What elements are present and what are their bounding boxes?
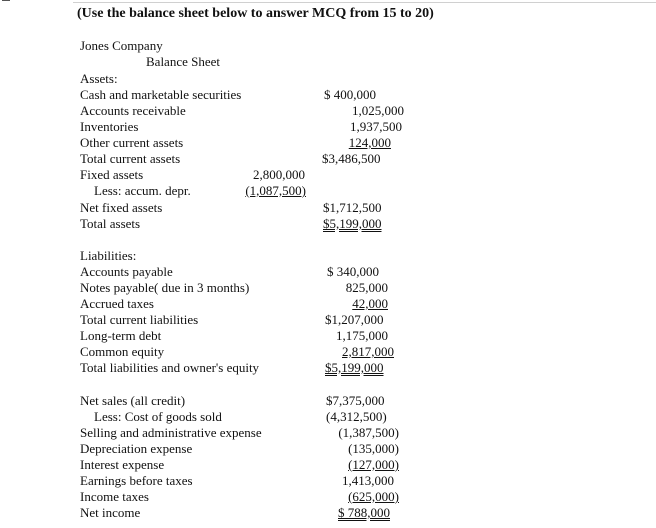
accrued-taxes-value: 42,000 — [352, 296, 388, 311]
total-current-liabilities-label: Total current liabilities — [80, 312, 199, 327]
notes-payable-label: Notes payable( due in 3 months) — [80, 280, 250, 295]
top-rule — [73, 2, 656, 3]
accounts-payable-value: $ 340,000 — [327, 264, 379, 279]
cogs-label: Less: Cost of goods sold — [94, 409, 222, 424]
inventories-label: Inventories — [80, 119, 139, 134]
ar-label: Accounts receivable — [80, 103, 186, 118]
net-sales-label: Net sales (all credit) — [80, 393, 186, 408]
liabilities-heading: Liabilities: — [80, 248, 137, 263]
sga-label: Selling and administrative expense — [80, 425, 262, 440]
net-fixed-assets-label: Net fixed assets — [80, 200, 163, 215]
interest-expense-value: (127,000) — [348, 457, 399, 472]
notes-payable-value: 825,000 — [345, 280, 388, 295]
instruction-heading: (Use the balance sheet below to answer MCQ from 15 to 20) — [77, 6, 434, 21]
net-income-label: Net income — [80, 505, 141, 520]
cogs-value: (4,312,500) — [326, 409, 387, 424]
sga-value: (1,387,500) — [338, 425, 399, 440]
total-current-assets-label: Total current assets — [80, 151, 181, 166]
fixed-assets-value: 2,800,000 — [253, 167, 305, 182]
accounts-payable-label: Accounts payable — [80, 264, 173, 279]
ar-value: 1,025,000 — [352, 103, 404, 118]
long-term-debt-value: 1,175,000 — [336, 328, 388, 343]
net-sales-value: $7,375,000 — [326, 393, 385, 408]
accum-depr-label: Less: accum. depr. — [94, 183, 191, 198]
fixed-assets-label: Fixed assets — [80, 167, 144, 182]
net-fixed-assets-value: $1,712,500 — [323, 200, 382, 215]
interest-expense-label: Interest expense — [80, 457, 165, 472]
total-current-assets-value: $3,486,500 — [322, 151, 381, 166]
income-taxes-value: (625,000) — [348, 489, 399, 504]
common-equity-value: 2,817,000 — [342, 344, 394, 359]
income-taxes-label: Income taxes — [80, 489, 149, 504]
ebt-value: 1,413,000 — [342, 473, 394, 488]
ebt-label: Earnings before taxes — [80, 473, 193, 488]
total-assets-value: $5,199,000 — [323, 216, 382, 231]
cash-value: $ 400,000 — [324, 87, 376, 102]
net-income-value: $ 788,000 — [338, 505, 390, 520]
depreciation-value: (135,000) — [348, 441, 399, 456]
total-assets-label: Total assets — [80, 216, 141, 231]
accrued-taxes-label: Accrued taxes — [80, 296, 154, 311]
corner-tick — [2, 0, 10, 1]
long-term-debt-label: Long-term debt — [80, 328, 162, 343]
other-current-assets-value: 124,000 — [348, 135, 391, 150]
company-name: Jones Company — [80, 38, 163, 53]
inventories-value: 1,937,500 — [350, 119, 402, 134]
assets-heading: Assets: — [80, 71, 118, 86]
total-liabilities-equity-value: $5,199,000 — [325, 360, 384, 375]
total-liabilities-equity-label: Total liabilities and owner's equity — [80, 360, 260, 375]
depreciation-label: Depreciation expense — [80, 441, 193, 456]
accum-depr-value: (1,087,500) — [245, 183, 306, 198]
other-current-assets-label: Other current assets — [80, 135, 184, 150]
statement-title: Balance Sheet — [146, 54, 220, 69]
common-equity-label: Common equity — [80, 344, 165, 359]
total-current-liabilities-value: $1,207,000 — [325, 312, 384, 327]
cash-label: Cash and marketable securities — [80, 87, 242, 102]
